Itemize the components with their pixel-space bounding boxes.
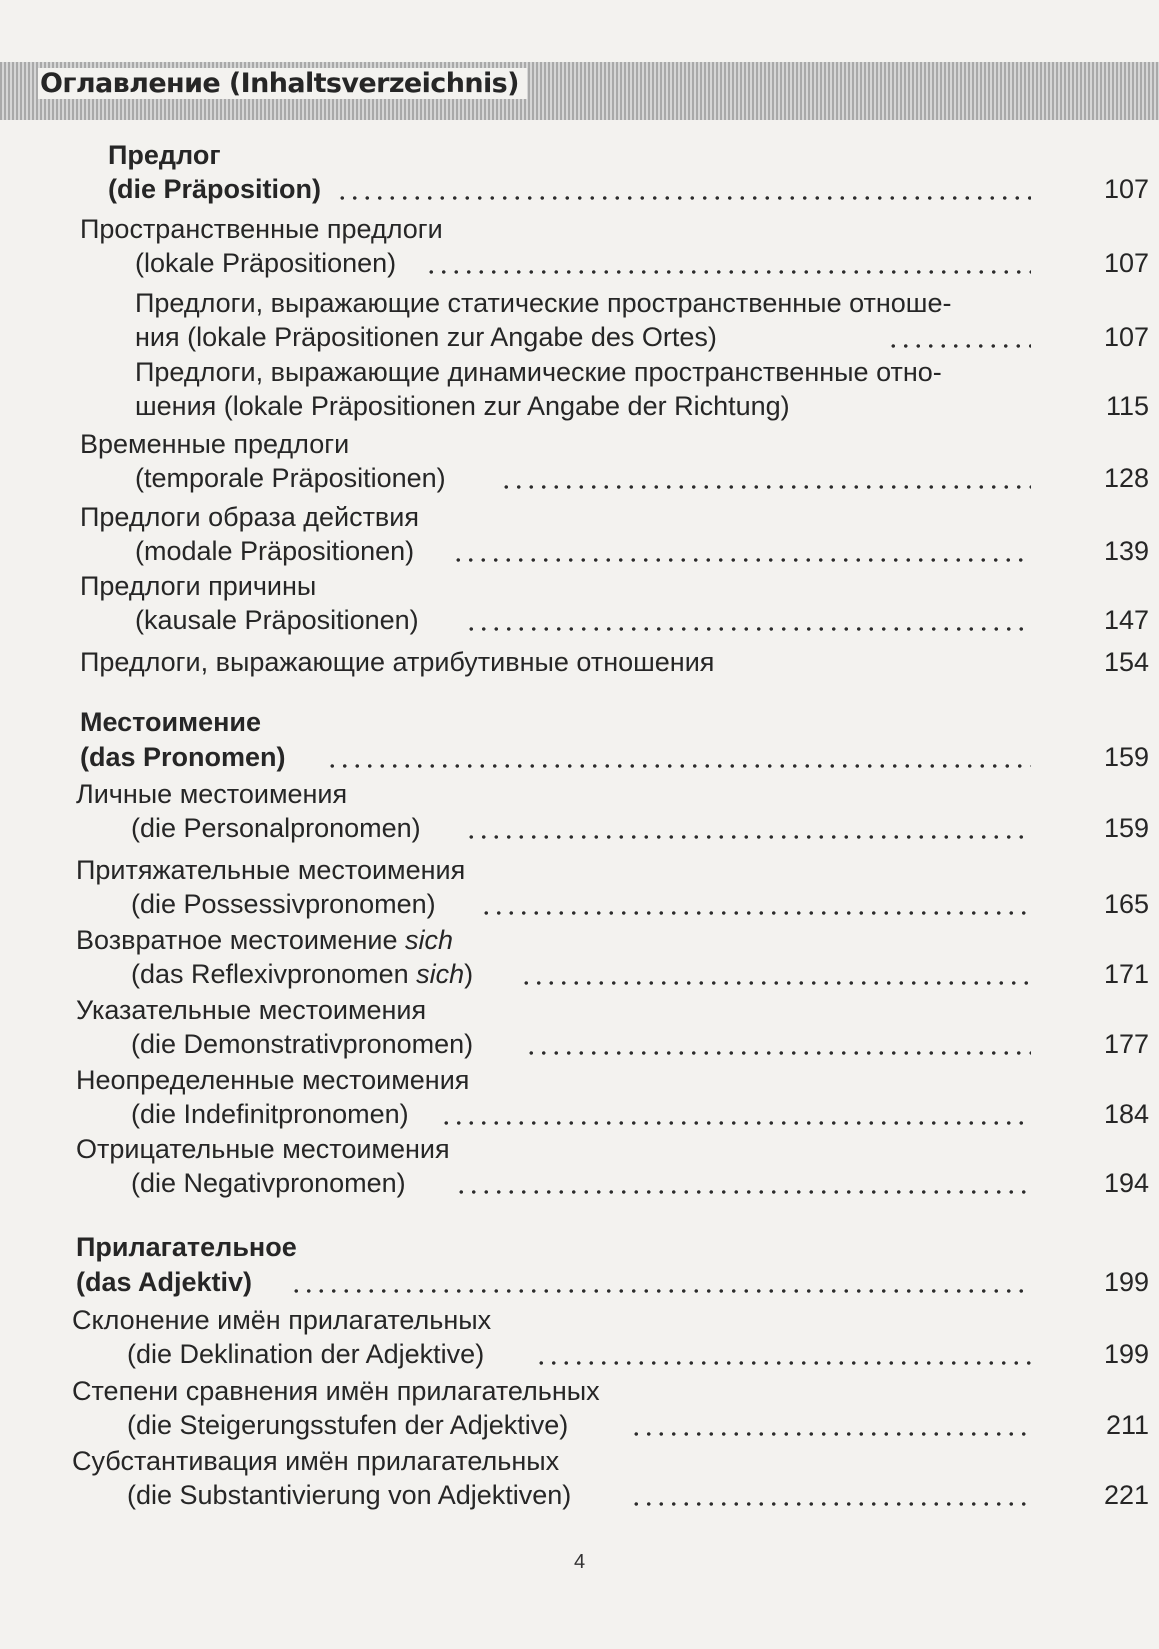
toc-page-number: 115 xyxy=(1105,391,1149,421)
toc-entry: Личные местоимения xyxy=(76,779,348,809)
dot-leader xyxy=(290,1265,1031,1299)
dot-leader xyxy=(465,811,1031,845)
dot-leader xyxy=(630,1478,1031,1512)
toc-page-number: 165 xyxy=(1103,889,1149,919)
toc-entry: Указательные местоимения xyxy=(76,995,427,1025)
toc-entry-subtitle: (die Negativpronomen) xyxy=(131,1168,406,1198)
toc-entry-subtitle: (die Possessivpronomen) xyxy=(131,889,436,919)
toc-section-title: Предлог xyxy=(108,140,221,170)
toc-entry: Предлоги, выражающие динамические пространственные отно- xyxy=(135,357,942,387)
toc-entry: Склонение имён прилагательных xyxy=(72,1305,492,1335)
dot-leader xyxy=(887,320,1031,354)
toc-page-number: 211 xyxy=(1105,1410,1149,1440)
dot-leader xyxy=(455,1166,1031,1200)
toc-entry: Предлоги, выражающие статические пространственные отноше- xyxy=(135,288,952,318)
toc-page-number: 107 xyxy=(1103,248,1149,278)
toc-entry: Степени сравнения имён прилагательных xyxy=(72,1376,600,1406)
dot-leader xyxy=(480,887,1031,921)
toc-section-title: Местоимение xyxy=(80,707,262,737)
toc-section-subtitle: (das Adjektiv) xyxy=(76,1267,253,1297)
toc-entry-subtitle: (temporale Präpositionen) xyxy=(135,463,446,493)
toc-entry-continued: шения (lokale Präpositionen zur Angabe der Richtung) xyxy=(135,391,790,421)
toc-page-number: 147 xyxy=(1103,605,1149,635)
dot-leader xyxy=(326,740,1031,774)
dot-leader xyxy=(520,957,1031,991)
toc-page-number: 199 xyxy=(1103,1339,1149,1369)
toc-entry: Субстантивация имён прилагательных xyxy=(72,1446,560,1476)
toc-entry-subtitle: (die Steigerungsstufen der Adjektive) xyxy=(127,1410,569,1440)
toc-entry: Неопределенные местоимения xyxy=(76,1065,470,1095)
toc-entry-subtitle: (modale Präpositionen) xyxy=(135,536,415,566)
toc-entry: Предлоги образа действия xyxy=(80,502,419,532)
toc-page-number: 159 xyxy=(1103,742,1149,772)
dot-leader xyxy=(630,1408,1031,1442)
dot-leader xyxy=(425,246,1031,280)
dot-leader xyxy=(452,534,1031,568)
dot-leader xyxy=(535,1337,1031,1371)
toc-page-number: 177 xyxy=(1103,1029,1149,1059)
dot-leader xyxy=(525,1027,1031,1061)
dot-leader xyxy=(440,1097,1031,1131)
toc-page-number: 154 xyxy=(1103,647,1149,677)
toc-section-subtitle: (das Pronomen) xyxy=(80,742,286,772)
toc-entry-subtitle: (lokale Präpositionen) xyxy=(135,248,397,278)
toc-entry: Отрицательные местоимения xyxy=(76,1134,450,1164)
toc-section-subtitle: (die Präposition) xyxy=(108,174,322,204)
dot-leader xyxy=(465,603,1031,637)
toc-page-number: 184 xyxy=(1103,1099,1149,1129)
toc-page-number: 159 xyxy=(1103,813,1149,843)
toc-entry-subtitle: (die Personalpronomen) xyxy=(131,813,421,843)
toc-entry: Предлоги, выражающие атрибутивные отношения xyxy=(80,647,715,677)
toc-page-number: 139 xyxy=(1103,536,1149,566)
toc-page-number: 171 xyxy=(1103,959,1149,989)
toc-entry-subtitle: (die Deklination der Adjektive) xyxy=(127,1339,485,1369)
dot-leader xyxy=(336,172,1031,206)
toc-entry-subtitle: (kausale Präpositionen) xyxy=(135,605,419,635)
toc-page-number: 199 xyxy=(1103,1267,1149,1297)
toc-entry: Временные предлоги xyxy=(80,429,350,459)
toc-entry-subtitle: (das Reflexivpronomen sich) xyxy=(131,959,474,989)
toc-entry: Пространственные предлоги xyxy=(80,214,443,244)
toc-entry-continued: ния (lokale Präpositionen zur Angabe des Ortes) xyxy=(135,322,717,352)
toc-entry: Предлоги причины xyxy=(80,571,317,601)
toc-page-number: 128 xyxy=(1103,463,1149,493)
toc-entry: Притяжательные местоимения xyxy=(76,855,466,885)
toc-entry-subtitle: (die Demonstrativpronomen) xyxy=(131,1029,474,1059)
dot-leader xyxy=(500,461,1031,495)
toc-section-title: Прилагательное xyxy=(76,1232,297,1262)
toc-entry-subtitle: (die Indefinitpronomen) xyxy=(131,1099,409,1129)
toc-page-number: 107 xyxy=(1103,174,1149,204)
page-number: 4 xyxy=(573,1551,586,1573)
toc-entry: Возвратное местоимение sich xyxy=(76,925,454,955)
toc-page-number: 107 xyxy=(1103,322,1149,352)
page-header-title: Оглавление (Inhaltsverzeichnis) xyxy=(38,68,527,99)
toc-page-number: 221 xyxy=(1103,1480,1149,1510)
toc-entry-subtitle: (die Substantivierung von Adjektiven) xyxy=(127,1480,572,1510)
toc-page-number: 194 xyxy=(1103,1168,1149,1198)
